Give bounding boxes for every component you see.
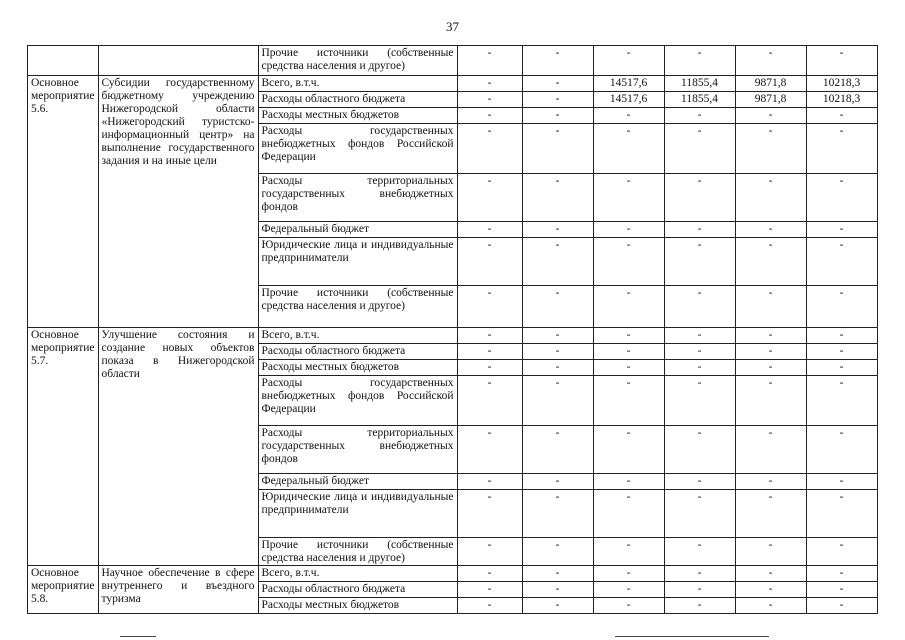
amount-cell: - xyxy=(457,344,522,360)
funding-source-cell: Прочие источники (собственные средства населения и другое) xyxy=(258,286,457,328)
amount-cell: - xyxy=(457,238,522,286)
amount-cell: - xyxy=(806,582,877,598)
amount-cell: - xyxy=(593,426,664,474)
activity-name-cell xyxy=(28,46,99,76)
funding-source-cell: Расходы областного бюджета xyxy=(258,92,457,108)
footer-line-left xyxy=(120,636,156,637)
funding-source-cell: Расходы областного бюджета xyxy=(258,582,457,598)
amount-cell: - xyxy=(664,108,735,124)
amount-cell: - xyxy=(457,286,522,328)
amount-cell: - xyxy=(664,360,735,376)
funding-source-cell: Всего, в.т.ч. xyxy=(258,566,457,582)
amount-cell: - xyxy=(806,538,877,566)
amount-cell: - xyxy=(457,598,522,614)
activity-name-cell: Основное мероприятие 5.8. xyxy=(28,566,99,614)
table-body xyxy=(28,46,878,614)
funding-source-cell: Юридические лица и индивидуальные предприниматели xyxy=(258,490,457,538)
amount-cell: - xyxy=(593,108,664,124)
amount-cell: - xyxy=(593,566,664,582)
amount-cell: - xyxy=(522,46,593,76)
amount-cell: - xyxy=(664,538,735,566)
amount-cell: - xyxy=(664,426,735,474)
funding-source-cell: Всего, в.т.ч. xyxy=(258,328,457,344)
amount-cell: - xyxy=(593,222,664,238)
amount-cell: - xyxy=(806,360,877,376)
amount-cell: 11855,4 xyxy=(664,92,735,108)
amount-cell: - xyxy=(593,286,664,328)
funding-source-cell: Федеральный бюджет xyxy=(258,222,457,238)
amount-cell: - xyxy=(735,238,806,286)
amount-cell: - xyxy=(457,328,522,344)
amount-cell: - xyxy=(593,46,664,76)
amount-cell: - xyxy=(522,174,593,222)
amount-cell: - xyxy=(522,538,593,566)
amount-cell: - xyxy=(457,360,522,376)
table-row xyxy=(28,566,878,582)
amount-cell: - xyxy=(457,108,522,124)
amount-cell: - xyxy=(735,286,806,328)
amount-cell: - xyxy=(664,124,735,174)
amount-cell: - xyxy=(593,328,664,344)
activity-name-cell: Основное мероприятие 5.6. xyxy=(28,76,99,328)
amount-cell: - xyxy=(664,222,735,238)
amount-cell: 10218,3 xyxy=(806,92,877,108)
amount-cell: - xyxy=(735,344,806,360)
amount-cell: - xyxy=(593,174,664,222)
amount-cell: - xyxy=(806,222,877,238)
amount-cell: - xyxy=(664,566,735,582)
funding-source-cell: Всего, в.т.ч. xyxy=(258,76,457,92)
amount-cell: - xyxy=(806,426,877,474)
amount-cell: - xyxy=(457,92,522,108)
amount-cell: - xyxy=(735,328,806,344)
funding-source-cell: Расходы территориальных государственных внебюджетных фондов xyxy=(258,426,457,474)
amount-cell: - xyxy=(457,474,522,490)
amount-cell: - xyxy=(522,376,593,426)
amount-cell: - xyxy=(457,538,522,566)
amount-cell: - xyxy=(806,328,877,344)
funding-source-cell: Расходы местных бюджетов xyxy=(258,360,457,376)
table-row xyxy=(28,46,878,76)
funding-source-cell: Расходы местных бюджетов xyxy=(258,598,457,614)
funding-source-cell: Расходы областного бюджета xyxy=(258,344,457,360)
amount-cell: - xyxy=(735,426,806,474)
amount-cell: - xyxy=(457,222,522,238)
amount-cell: - xyxy=(806,108,877,124)
amount-cell: - xyxy=(806,46,877,76)
amount-cell: - xyxy=(806,566,877,582)
amount-cell: - xyxy=(593,360,664,376)
amount-cell: - xyxy=(664,46,735,76)
activity-name-cell: Основное мероприятие 5.7. xyxy=(28,328,99,566)
amount-cell: - xyxy=(593,582,664,598)
amount-cell: 10218,3 xyxy=(806,76,877,92)
funding-source-cell: Расходы государственных внебюджетных фондов Российской Федерации xyxy=(258,124,457,174)
amount-cell: - xyxy=(664,286,735,328)
funding-source-cell: Федеральный бюджет xyxy=(258,474,457,490)
amount-cell: - xyxy=(806,474,877,490)
amount-cell: - xyxy=(522,286,593,328)
amount-cell: 14517,6 xyxy=(593,92,664,108)
amount-cell: - xyxy=(806,286,877,328)
funding-source-cell: Юридические лица и индивидуальные предприниматели xyxy=(258,238,457,286)
amount-cell: - xyxy=(735,174,806,222)
amount-cell: - xyxy=(593,238,664,286)
amount-cell: - xyxy=(522,490,593,538)
funding-source-cell: Расходы местных бюджетов xyxy=(258,108,457,124)
funding-source-cell: Расходы государственных внебюджетных фондов Российской Федерации xyxy=(258,376,457,426)
amount-cell: - xyxy=(522,124,593,174)
amount-cell: - xyxy=(457,174,522,222)
amount-cell: - xyxy=(664,598,735,614)
amount-cell: - xyxy=(664,490,735,538)
amount-cell: - xyxy=(806,174,877,222)
amount-cell: - xyxy=(522,108,593,124)
amount-cell: - xyxy=(593,598,664,614)
amount-cell: - xyxy=(664,344,735,360)
amount-cell: - xyxy=(593,376,664,426)
amount-cell: - xyxy=(735,598,806,614)
funding-source-cell: Расходы территориальных государственных внебюджетных фондов xyxy=(258,174,457,222)
amount-cell: - xyxy=(735,222,806,238)
table-row xyxy=(28,328,878,344)
amount-cell: - xyxy=(664,238,735,286)
budget-table xyxy=(27,45,878,614)
amount-cell: - xyxy=(522,238,593,286)
amount-cell: - xyxy=(522,360,593,376)
page-number: 37 xyxy=(446,19,459,34)
amount-cell: - xyxy=(735,46,806,76)
amount-cell: - xyxy=(664,582,735,598)
amount-cell: - xyxy=(522,426,593,474)
amount-cell: - xyxy=(664,328,735,344)
amount-cell: 14517,6 xyxy=(593,76,664,92)
funding-source-cell: Прочие источники (собственные средства населения и другое) xyxy=(258,538,457,566)
amount-cell: - xyxy=(806,238,877,286)
amount-cell: - xyxy=(735,474,806,490)
amount-cell: - xyxy=(735,582,806,598)
amount-cell: - xyxy=(735,124,806,174)
amount-cell: 11855,4 xyxy=(664,76,735,92)
amount-cell: - xyxy=(522,76,593,92)
amount-cell: - xyxy=(735,360,806,376)
amount-cell: - xyxy=(522,598,593,614)
amount-cell: 9871,8 xyxy=(735,76,806,92)
amount-cell: - xyxy=(806,490,877,538)
funding-source-cell: Прочие источники (собственные средства населения и другое) xyxy=(258,46,457,76)
footer-line-right xyxy=(615,636,769,637)
amount-cell: - xyxy=(457,582,522,598)
amount-cell: - xyxy=(522,328,593,344)
amount-cell: - xyxy=(735,490,806,538)
amount-cell: - xyxy=(806,598,877,614)
amount-cell: - xyxy=(457,490,522,538)
amount-cell: - xyxy=(457,124,522,174)
amount-cell: - xyxy=(522,344,593,360)
amount-cell: - xyxy=(457,376,522,426)
amount-cell: - xyxy=(806,376,877,426)
amount-cell: - xyxy=(735,566,806,582)
amount-cell: - xyxy=(457,76,522,92)
amount-cell: - xyxy=(593,124,664,174)
amount-cell: - xyxy=(522,582,593,598)
amount-cell: - xyxy=(593,490,664,538)
amount-cell: - xyxy=(664,474,735,490)
amount-cell: - xyxy=(593,344,664,360)
activity-description-cell: Субсидии государственному бюджетному учреждению Нижегородской области «Нижегородский туристско-информационный центр» на выполнение государственного задания и на иные цели xyxy=(98,76,258,328)
amount-cell: - xyxy=(457,566,522,582)
amount-cell: - xyxy=(806,344,877,360)
amount-cell: - xyxy=(735,538,806,566)
amount-cell: - xyxy=(522,222,593,238)
amount-cell: - xyxy=(593,538,664,566)
amount-cell: - xyxy=(735,108,806,124)
amount-cell: 9871,8 xyxy=(735,92,806,108)
activity-description-cell: Научное обеспечение в сфере внутреннего и въездного туризма xyxy=(98,566,258,614)
amount-cell: - xyxy=(522,474,593,490)
amount-cell: - xyxy=(593,474,664,490)
amount-cell: - xyxy=(522,92,593,108)
amount-cell: - xyxy=(664,174,735,222)
amount-cell: - xyxy=(806,124,877,174)
activity-description-cell xyxy=(98,46,258,76)
amount-cell: - xyxy=(664,376,735,426)
table-row xyxy=(28,76,878,92)
amount-cell: - xyxy=(457,426,522,474)
amount-cell: - xyxy=(457,46,522,76)
amount-cell: - xyxy=(522,566,593,582)
amount-cell: - xyxy=(735,376,806,426)
activity-description-cell: Улучшение состояния и создание новых объектов показа в Нижегородской области xyxy=(98,328,258,566)
